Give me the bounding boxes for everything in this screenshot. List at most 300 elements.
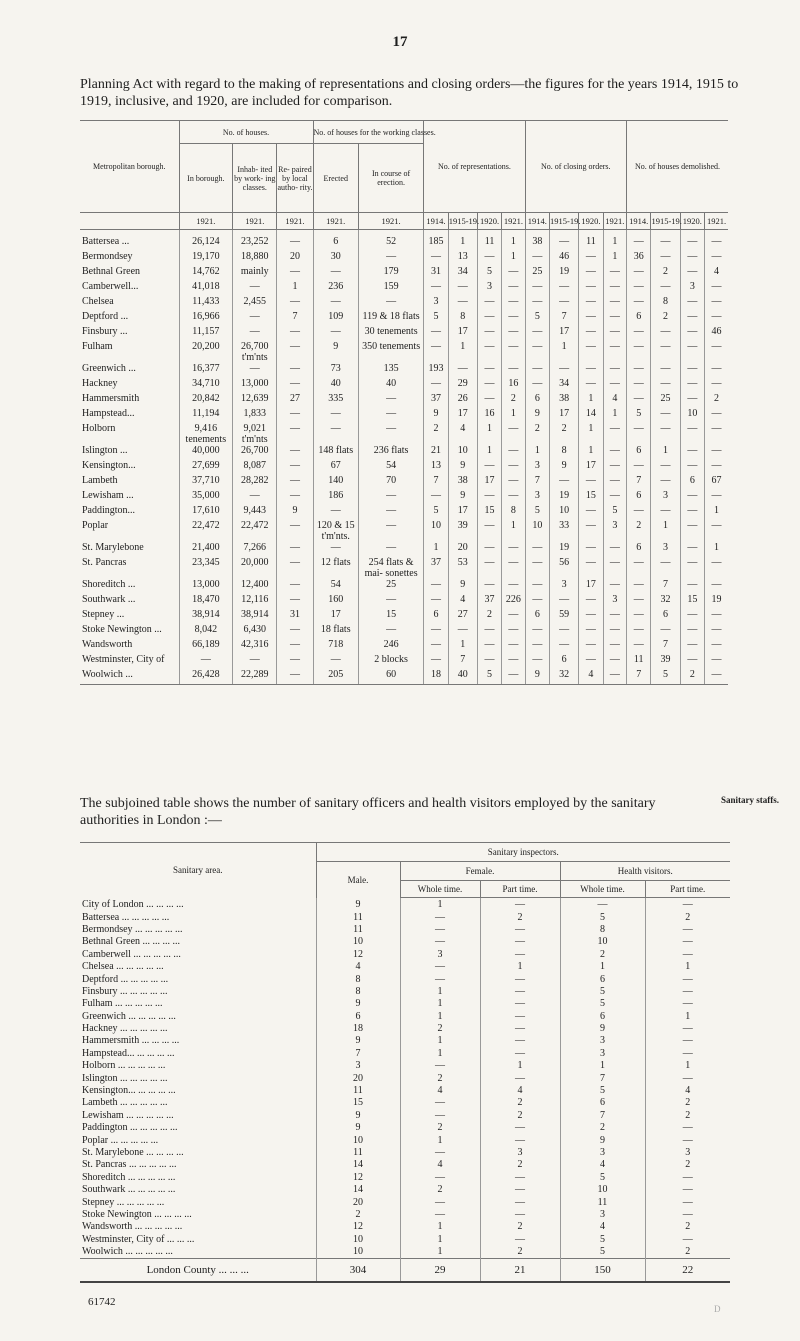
table-cell: 1 [502, 520, 525, 542]
table-cell: 6 [424, 609, 448, 624]
table-cell: 20 [316, 1196, 400, 1208]
table-cell: 4 [560, 1159, 645, 1171]
table-row [80, 911, 730, 923]
table-cell: 10 [560, 936, 645, 948]
table-cell: 3 [645, 1147, 730, 1159]
table-cell: — [626, 378, 650, 393]
table-cell: — [277, 579, 313, 594]
table-cell: 2 [480, 1246, 560, 1259]
table-cell: 7 [424, 475, 448, 490]
table-row [80, 251, 728, 266]
table-cell: — [480, 1023, 560, 1035]
table-cell: 2 [560, 1122, 645, 1134]
table-cell: — [651, 460, 680, 475]
borough-name: Kensington... [82, 460, 136, 471]
year-cell: 1921. [233, 213, 277, 230]
table-cell: — [645, 986, 730, 998]
table-cell: 20 [316, 1072, 400, 1084]
table-row [80, 475, 728, 490]
table-cell: — [645, 1184, 730, 1196]
table-cell: 9 [525, 408, 549, 423]
table-cell: — [603, 669, 626, 685]
table-cell: 4 [448, 594, 477, 609]
table-cell: — [645, 1023, 730, 1035]
table-cell: — [480, 1048, 560, 1060]
table-row [80, 639, 728, 654]
table-cell: — [313, 542, 358, 557]
table-cell: 39 [651, 654, 680, 669]
table-cell: — [705, 557, 728, 579]
table-cell: 1 [525, 445, 549, 460]
table-cell: 1 [603, 251, 626, 266]
table-cell: — [651, 505, 680, 520]
table-cell: 34 [448, 266, 477, 281]
table-cell: 205 [313, 669, 358, 685]
table-cell: 11 [579, 230, 603, 252]
table-cell: — [313, 423, 358, 445]
table-cell: — [705, 423, 728, 445]
table-cell: 15 [477, 505, 501, 520]
table-cell: 2 [645, 1110, 730, 1122]
table-cell: — [448, 363, 477, 378]
table-cell: 2 [502, 393, 525, 408]
table-cell: — [480, 1196, 560, 1208]
table-cell: — [480, 986, 560, 998]
borough-name: Poplar [82, 520, 109, 531]
table-cell: — [525, 557, 549, 579]
table-cell: 26,428 [179, 669, 233, 685]
table-cell: 2 [424, 423, 448, 445]
area-name: Battersea ... ... ... ... ... [82, 911, 170, 923]
table-cell: — [579, 594, 603, 609]
table-cell: 9 [550, 460, 579, 475]
table-row [80, 296, 728, 311]
table-cell: — [502, 326, 525, 341]
corner-mark: D [714, 1304, 721, 1314]
table-cell: 25 [651, 393, 680, 408]
table-cell: 2 [651, 311, 680, 326]
table-cell: 6 [316, 1011, 400, 1023]
table-cell: 17 [448, 326, 477, 341]
table-cell: 9 [448, 579, 477, 594]
table-row [80, 1159, 730, 1171]
table-cell: 2 [645, 1159, 730, 1171]
table-cell: 5 [560, 911, 645, 923]
table-cell: 38 [525, 230, 549, 252]
header-in-borough: In borough. [179, 144, 233, 213]
table-cell: 11,433 [179, 296, 233, 311]
table-cell: — [480, 1209, 560, 1221]
table-cell: 32 [550, 669, 579, 685]
table-cell: 9,416 tenements [179, 423, 233, 445]
table-cell: — [424, 378, 448, 393]
table-cell: 14,762 [179, 266, 233, 281]
table-cell: — [603, 490, 626, 505]
table-cell: 6 [525, 393, 549, 408]
table-cell: 2 [480, 1221, 560, 1233]
area-name: Paddington ... ... ... ... ... [82, 1122, 178, 1134]
year-row-stub [80, 213, 179, 230]
table-row [80, 1097, 730, 1109]
table-cell: 3 [550, 579, 579, 594]
area-name: Bermondsey ... ... ... ... ... [82, 923, 183, 935]
table-cell: 19 [550, 542, 579, 557]
table-cell: — [277, 639, 313, 654]
table-cell: 2 [680, 669, 704, 685]
table-cell: 9,021 t'm'nts [233, 423, 277, 445]
table-cell: — [448, 624, 477, 639]
table-cell: — [603, 266, 626, 281]
table-cell: — [424, 490, 448, 505]
table-cell: — [603, 445, 626, 460]
table-cell: — [233, 654, 277, 669]
table-cell: — [277, 624, 313, 639]
table-cell: — [626, 609, 650, 624]
table-cell: 25 [358, 579, 423, 594]
table-cell: — [645, 1134, 730, 1146]
table-cell: — [680, 609, 704, 624]
table-cell: — [645, 1072, 730, 1084]
header-health-visitors: Health visitors. [560, 862, 730, 881]
header-in-course: In course of erection. [358, 144, 423, 213]
table-cell: — [277, 594, 313, 609]
table-cell: 5 [525, 311, 549, 326]
table-cell: — [277, 520, 313, 542]
table-cell: 7 [560, 1072, 645, 1084]
table-row [80, 998, 730, 1010]
borough-name: Hammersmith [82, 393, 140, 404]
table-cell: 9 [316, 1110, 400, 1122]
table-cell: 1 [603, 230, 626, 252]
table-cell: 8 [502, 505, 525, 520]
table-cell: 1 [579, 393, 603, 408]
table-row [80, 936, 730, 948]
table-cell: 4 [603, 393, 626, 408]
table-cell: 1 [400, 986, 480, 998]
table-cell: — [626, 639, 650, 654]
table-cell: — [603, 654, 626, 669]
table-cell: — [550, 594, 579, 609]
table-cell: 56 [550, 557, 579, 579]
table-cell: 2 [480, 911, 560, 923]
table-cell: — [502, 557, 525, 579]
table-cell: — [550, 230, 579, 252]
table-cell: — [477, 654, 501, 669]
table-cell: 2 [480, 1159, 560, 1171]
table-cell: 2 [400, 1072, 480, 1084]
table-cell: — [651, 624, 680, 639]
table-cell: 27 [448, 609, 477, 624]
table-cell: — [424, 341, 448, 363]
borough-name: Holborn [82, 423, 116, 434]
table-cell: 1 [400, 1035, 480, 1047]
table-cell: — [502, 266, 525, 281]
table-cell: — [358, 505, 423, 520]
table-cell: 3 [424, 296, 448, 311]
table-cell: 5 [603, 505, 626, 520]
table-cell: — [400, 1097, 480, 1109]
table-cell: 159 [358, 281, 423, 296]
table-row [80, 378, 728, 393]
table-cell: — [277, 542, 313, 557]
table-cell: — [358, 520, 423, 542]
table-cell: — [680, 251, 704, 266]
table-cell: — [626, 557, 650, 579]
table-cell: 9 [316, 1035, 400, 1047]
table-cell: — [424, 579, 448, 594]
table-cell: 14 [316, 1184, 400, 1196]
table-cell: — [680, 639, 704, 654]
table-row [80, 924, 730, 936]
table-cell: — [424, 281, 448, 296]
table-cell: — [579, 475, 603, 490]
table-cell: 4 [560, 1221, 645, 1233]
table-row [80, 1246, 730, 1259]
table-cell: — [645, 1122, 730, 1134]
table-cell: 10 [525, 520, 549, 542]
table-cell: — [424, 654, 448, 669]
table-cell: — [705, 445, 728, 460]
area-name: Wandsworth ... ... ... ... ... [82, 1221, 183, 1233]
table-row [80, 594, 728, 609]
total-cell: 21 [480, 1259, 560, 1283]
table-cell: — [502, 542, 525, 557]
table-cell: — [680, 505, 704, 520]
table-cell: 30 tenements [358, 326, 423, 341]
table-cell: — [626, 281, 650, 296]
header-working-group: No. of houses for the working classes. [313, 121, 424, 144]
table-cell: — [579, 505, 603, 520]
header-houses-group: No. of houses. [179, 121, 313, 144]
table-cell: 28,282 [233, 475, 277, 490]
table-cell: — [680, 445, 704, 460]
table-cell: 9 [316, 898, 400, 912]
table-cell: 718 [313, 639, 358, 654]
table-cell: 18,470 [179, 594, 233, 609]
table-cell: — [603, 423, 626, 445]
table-cell: — [358, 490, 423, 505]
table-cell: — [651, 363, 680, 378]
borough-name: Wandsworth [82, 639, 133, 650]
table-row [80, 341, 728, 363]
table-cell: 14 [316, 1159, 400, 1171]
table-cell: — [233, 363, 277, 378]
year-cell: 1921. [179, 213, 233, 230]
year-cell: 1914. [424, 213, 448, 230]
table-cell: 18,880 [233, 251, 277, 266]
table-row [80, 326, 728, 341]
table-cell: — [400, 1172, 480, 1184]
table-cell: 13 [424, 460, 448, 475]
table-cell: 5 [560, 1172, 645, 1184]
table-cell: 6 [313, 230, 358, 252]
table-cell: — [480, 898, 560, 912]
table-cell: 3 [525, 460, 549, 475]
table-row [80, 986, 730, 998]
table-cell: — [277, 341, 313, 363]
table-cell: 1 [400, 1234, 480, 1246]
table-cell: 11 [626, 654, 650, 669]
table-cell: 6 [550, 654, 579, 669]
table-cell: 1 [705, 505, 728, 520]
table-cell: 15 [579, 490, 603, 505]
table-cell: — [424, 251, 448, 266]
table-cell: 30 [313, 251, 358, 266]
table-cell: 10 [680, 408, 704, 423]
table-cell: 2 [645, 1221, 730, 1233]
table-cell: 5 [424, 311, 448, 326]
area-name: Shoreditch ... ... ... ... ... [82, 1171, 176, 1183]
table-cell: 160 [313, 594, 358, 609]
table-cell: 3 [651, 490, 680, 505]
area-name: Camberwell ... ... ... ... ... [82, 948, 181, 960]
table-cell: 4 [480, 1085, 560, 1097]
table-cell: 1 [400, 898, 480, 912]
table-cell: — [477, 326, 501, 341]
table-row [80, 1023, 730, 1035]
table-cell: — [651, 378, 680, 393]
table-cell: 11 [316, 1085, 400, 1097]
table-cell: 6 [560, 1097, 645, 1109]
table-cell: — [626, 393, 650, 408]
table-cell: — [233, 311, 277, 326]
table-cell: — [477, 624, 501, 639]
table-cell: 1 [651, 445, 680, 460]
table-cell: — [651, 557, 680, 579]
table-cell: — [480, 949, 560, 961]
table-cell: 39 [448, 520, 477, 542]
year-cell: 1920. [579, 213, 603, 230]
total-cell: 150 [560, 1259, 645, 1283]
table-cell: — [277, 296, 313, 311]
table-cell: 16,377 [179, 363, 233, 378]
table-cell: — [277, 326, 313, 341]
area-name: Fulham ... ... ... ... ... [82, 998, 163, 1010]
table-cell: 1 [400, 1246, 480, 1259]
footer-code: 61742 [88, 1296, 116, 1308]
table-cell: 19,170 [179, 251, 233, 266]
table-cell: — [277, 445, 313, 460]
table-cell: — [603, 378, 626, 393]
table-cell: 6 [560, 1011, 645, 1023]
table-cell: 7 [316, 1048, 400, 1060]
table-cell: 5 [525, 505, 549, 520]
table-cell: 73 [313, 363, 358, 378]
table-cell: — [277, 490, 313, 505]
table-cell: — [579, 326, 603, 341]
table-cell: — [680, 460, 704, 475]
table-cell: — [550, 296, 579, 311]
intro-text: Planning Act with regard to the making of representations and closing orders—the figures for the years 1914, 1915 to 1919, inclusive, and 1920, are included for comparison. [80, 77, 739, 109]
table-cell: 53 [448, 557, 477, 579]
table-cell: — [277, 230, 313, 252]
table-cell: 179 [358, 266, 423, 281]
table-cell: 236 flats [358, 445, 423, 460]
table-cell: — [705, 490, 728, 505]
table-cell: 20,000 [233, 557, 277, 579]
table-row [80, 579, 728, 594]
table-cell: 1 [277, 281, 313, 296]
borough-name: Camberwell... [82, 281, 139, 292]
table-cell: — [645, 936, 730, 948]
table-cell: — [579, 624, 603, 639]
table-cell: 109 [313, 311, 358, 326]
table-cell: 9 [560, 1134, 645, 1146]
table-cell: 1 [448, 341, 477, 363]
table-cell: — [680, 423, 704, 445]
table-cell: — [525, 341, 549, 363]
table-cell: 37 [424, 393, 448, 408]
table-cell: — [277, 654, 313, 669]
table-cell: — [645, 1035, 730, 1047]
table-cell: 16,966 [179, 311, 233, 326]
table-cell: — [358, 408, 423, 423]
table-cell: 6 [525, 609, 549, 624]
table-cell: — [603, 296, 626, 311]
table-row [80, 1147, 730, 1159]
sanitary-paragraph [80, 795, 780, 829]
table-row [80, 1048, 730, 1060]
sanitary-staff-table-body [80, 898, 730, 1259]
table-cell: — [400, 1147, 480, 1159]
table-cell: 335 [313, 393, 358, 408]
table-cell: — [626, 505, 650, 520]
table-cell: 37 [477, 594, 501, 609]
table-cell: 1 [651, 520, 680, 542]
table-cell: 4 [400, 1085, 480, 1097]
table-cell: — [480, 998, 560, 1010]
table-cell: 5 [560, 1085, 645, 1097]
table-cell: 1 [645, 1011, 730, 1023]
table-cell: — [603, 475, 626, 490]
table-cell: 1 [448, 639, 477, 654]
table-cell: — [525, 363, 549, 378]
table-cell: 7,266 [233, 542, 277, 557]
table-cell: — [626, 579, 650, 594]
table-cell: 9 [277, 505, 313, 520]
table-cell: — [626, 296, 650, 311]
borough-name: Hampstead... [82, 408, 135, 419]
table-cell: 3 [603, 520, 626, 542]
table-cell: — [525, 639, 549, 654]
table-cell: — [313, 326, 358, 341]
area-name: Kensington... ... ... ... ... [82, 1085, 176, 1097]
table-cell: — [424, 326, 448, 341]
table-cell: 7 [277, 311, 313, 326]
table-cell: — [480, 1072, 560, 1084]
table-cell: — [651, 281, 680, 296]
table-cell: — [502, 445, 525, 460]
table-cell: 8,042 [179, 624, 233, 639]
table-cell: — [525, 326, 549, 341]
header-representations: No. of representations. [424, 121, 525, 213]
table-cell: — [400, 936, 480, 948]
table-cell: — [448, 281, 477, 296]
table-row [80, 961, 730, 973]
table-row [80, 1060, 730, 1072]
year-cell: 1921. [603, 213, 626, 230]
table-cell: 16 [502, 378, 525, 393]
table-row [80, 311, 728, 326]
table-cell: 13 [448, 251, 477, 266]
table-cell: — [626, 423, 650, 445]
table-cell: — [358, 296, 423, 311]
table-row [80, 1134, 730, 1146]
table-cell: 46 [705, 326, 728, 341]
table-cell: 8 [651, 296, 680, 311]
table-cell: 1 [645, 1060, 730, 1072]
area-name: Woolwich ... ... ... ... ... [82, 1246, 173, 1258]
